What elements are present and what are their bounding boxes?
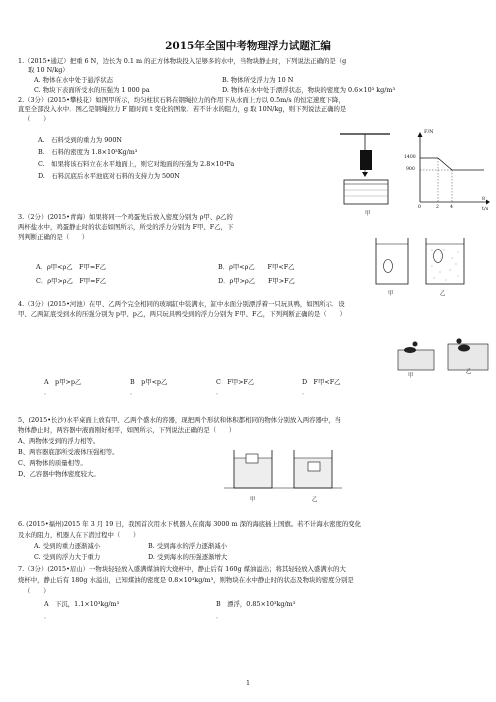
q4-dot: ． <box>302 388 309 396</box>
q4-option-c: C F甲>F乙 <box>216 378 255 386</box>
q6-option-a: A. 受到的重力逐渐减小 <box>34 542 101 550</box>
q7-dot: ． <box>44 612 51 620</box>
q4-option-d: D F甲<F乙 <box>302 378 341 386</box>
q4-label-yi: 乙 <box>466 369 472 375</box>
q5-label-yi: 乙 <box>312 497 318 503</box>
q2-option-b: B. 石料的密度为 1.8×10³Kg/m³ <box>38 148 138 156</box>
graph-y-tick: 1400 <box>404 155 416 160</box>
q2-option-a: A. 石料受到的重力为 900N <box>38 136 122 144</box>
q6-option-c: C. 受到的浮力大于重力 <box>34 553 101 561</box>
q6-option-b: B. 受到海水的浮力逐渐减小 <box>148 542 228 550</box>
q4-dot: ． <box>130 388 137 396</box>
q7-option-b: B 漂浮，0.85×10³kg/m³ <box>216 600 296 608</box>
q5-stem-line1: 5、(2015•长沙)水平桌面上放有甲、乙两个盛水的容器，现把两个形状和体积都相同的物体分别放入两容器中，当 <box>18 416 342 424</box>
q5-label-jia: 甲 <box>250 497 256 503</box>
q4-label-jia: 甲 <box>408 373 414 379</box>
graph-x-tick: 4 <box>450 205 453 210</box>
graph-x-tick: 0 <box>418 205 421 210</box>
q3-stem-line3: 列判断正确的是（ ） <box>18 233 89 241</box>
q7-option-a: A 下沉，1.1×10³kg/m³ <box>44 600 120 608</box>
q5-option-b: B、两容器底部所受液体压强相等。 <box>18 448 119 456</box>
q7-stem-line2: 烧杯中，静止后有 180g 水溢出，已知煤油的密度是 0.8×10³kg/m³，则物块在水中静止时的状态及物块的密度分别是 <box>18 576 354 584</box>
q1-stem-line1: 1.（2015•通辽）把重 6 N，边长为 0.1 m 的正方体物块投入足够多的水中，当物块静止时，下列说法正确的是（g <box>18 57 347 65</box>
q5-figure-containers <box>224 436 342 496</box>
q7-dot: ． <box>216 612 223 620</box>
q3-option-b: B．ρ甲<ρ乙 F甲<F乙 <box>218 263 295 271</box>
q2-label-jia: 甲 <box>365 211 371 217</box>
q3-option-a: A．ρ甲<ρ乙 F甲=F乙 <box>36 263 107 271</box>
q4-stem-line1: 4.（3分）(2015•河池）在甲、乙两个完全相同的玻璃缸中装满水，缸中水面分别漂浮着一只玩具鸭，如图所示．设 <box>18 300 345 308</box>
page-title: 2015年全国中考物理浮力试题汇编 <box>165 40 331 52</box>
q2-stem-line2: 直至全部没入水中．图乙是钢绳拉力 F 随时间 t 变化的图象．若不计水的阻力，g 取 10N/kg，则下列说法正确的是 <box>18 105 347 113</box>
graph-x-tick: 2 <box>436 205 439 210</box>
q7-stem-line3: （ ） <box>24 587 50 595</box>
graph-x-axis-label: t/s <box>482 206 489 212</box>
q2-graph <box>402 130 490 212</box>
graph-y-tick: 900 <box>406 167 415 172</box>
q4-option-b: B p甲<p乙 <box>130 378 168 386</box>
q2-option-d: D. 石料沉底后水平池底对石料的支持力为 500N <box>38 172 180 180</box>
q1-option-d: D. 物体在水中处于漂浮状态，物块的密度为 0.6×10³ kg/m³ <box>222 86 396 94</box>
q5-option-a: A、两物体受到的浮力相等。 <box>18 437 100 445</box>
q3-label-yi: 乙 <box>440 291 446 297</box>
q1-stem-line2: 取 10 N/kg） <box>28 66 69 74</box>
q5-option-d: D、乙容器中物体密度较大。 <box>18 470 100 478</box>
q1-option-b: B. 物体所受浮力为 10 N <box>222 76 294 84</box>
page-number: 1 <box>246 680 250 687</box>
q1-option-c: C. 物块下表面所受水的压强为 1 000 pa <box>34 86 150 94</box>
q5-stem-line2: 物体静止时，两容器中液面刚好相平，如图所示，下列说法正确的是（ ） <box>18 426 236 434</box>
q4-dot: ． <box>44 388 51 396</box>
q6-option-d: D. 受到海水的压强逐渐增大 <box>148 553 228 561</box>
q2-option-c: C. 如果将该石料立在水平地面上，则它对地面的压强为 2.8×10⁴Pa <box>38 160 235 168</box>
q4-figure-tanks <box>396 336 490 372</box>
graph-segment-2 <box>438 158 452 170</box>
graph-y-axis-label: F/N <box>424 129 434 135</box>
q3-option-c: C．ρ甲>ρ乙 F甲=F乙 <box>36 277 107 285</box>
q3-stem-line1: 3.（2分）(2015•青海）如果将同一个鸡蛋先后放入密度分别为 ρ甲、ρ乙的 <box>18 213 233 221</box>
q3-option-d: D．ρ甲>ρ乙 F甲>F乙 <box>218 277 295 285</box>
q3-figure-beakers <box>372 236 472 288</box>
q3-label-jia: 甲 <box>388 291 394 297</box>
q4-option-a: A p甲>p乙 <box>44 378 82 386</box>
q1-option-a: A. 物体在水中处于悬浮状态 <box>34 76 113 84</box>
q5-option-c: C、两物体的质量相等。 <box>18 459 87 467</box>
q4-stem-line2: 甲、乙两缸底受到水的压强分别为 p甲、p乙，两只玩具鸭受到的浮力分别为 F甲、F乙，下列判断正确的是（ ） <box>18 310 346 318</box>
q2-stem-line3: （ ） <box>24 115 50 123</box>
q7-stem-line1: 7.（3分）(2015•眉山）一物块轻轻放入盛满煤油的大烧杯中，静止后有 160g 煤油溢出；将其轻轻放入盛满水的大 <box>18 565 346 573</box>
q3-stem-line2: 两杯盐水中，鸡蛋静止时的状态如图所示，所受的浮力分别为 F甲、F乙，下 <box>18 223 234 231</box>
q2-stem-line1: 2.（3分）(2015•攀枝花）如图甲所示，均匀柱状石料在钢绳拉力的作用下从水面上方以 0.5m/s 的恒定速度下降， <box>18 96 345 104</box>
q4-dot: ． <box>216 388 223 396</box>
graph-x-tick: 8 <box>482 197 485 202</box>
q6-stem-line1: 6. (2015•福州)2015 年 3 月 19 日，我国首次用水下机器人在南海 3000 m 深的海底插上国旗。若不计海水密度的变化 <box>18 520 362 528</box>
q6-stem-line2: 及水的阻力，机器人在下潜过程中（ ） <box>18 531 140 539</box>
q2-figure-apparatus <box>338 132 400 212</box>
